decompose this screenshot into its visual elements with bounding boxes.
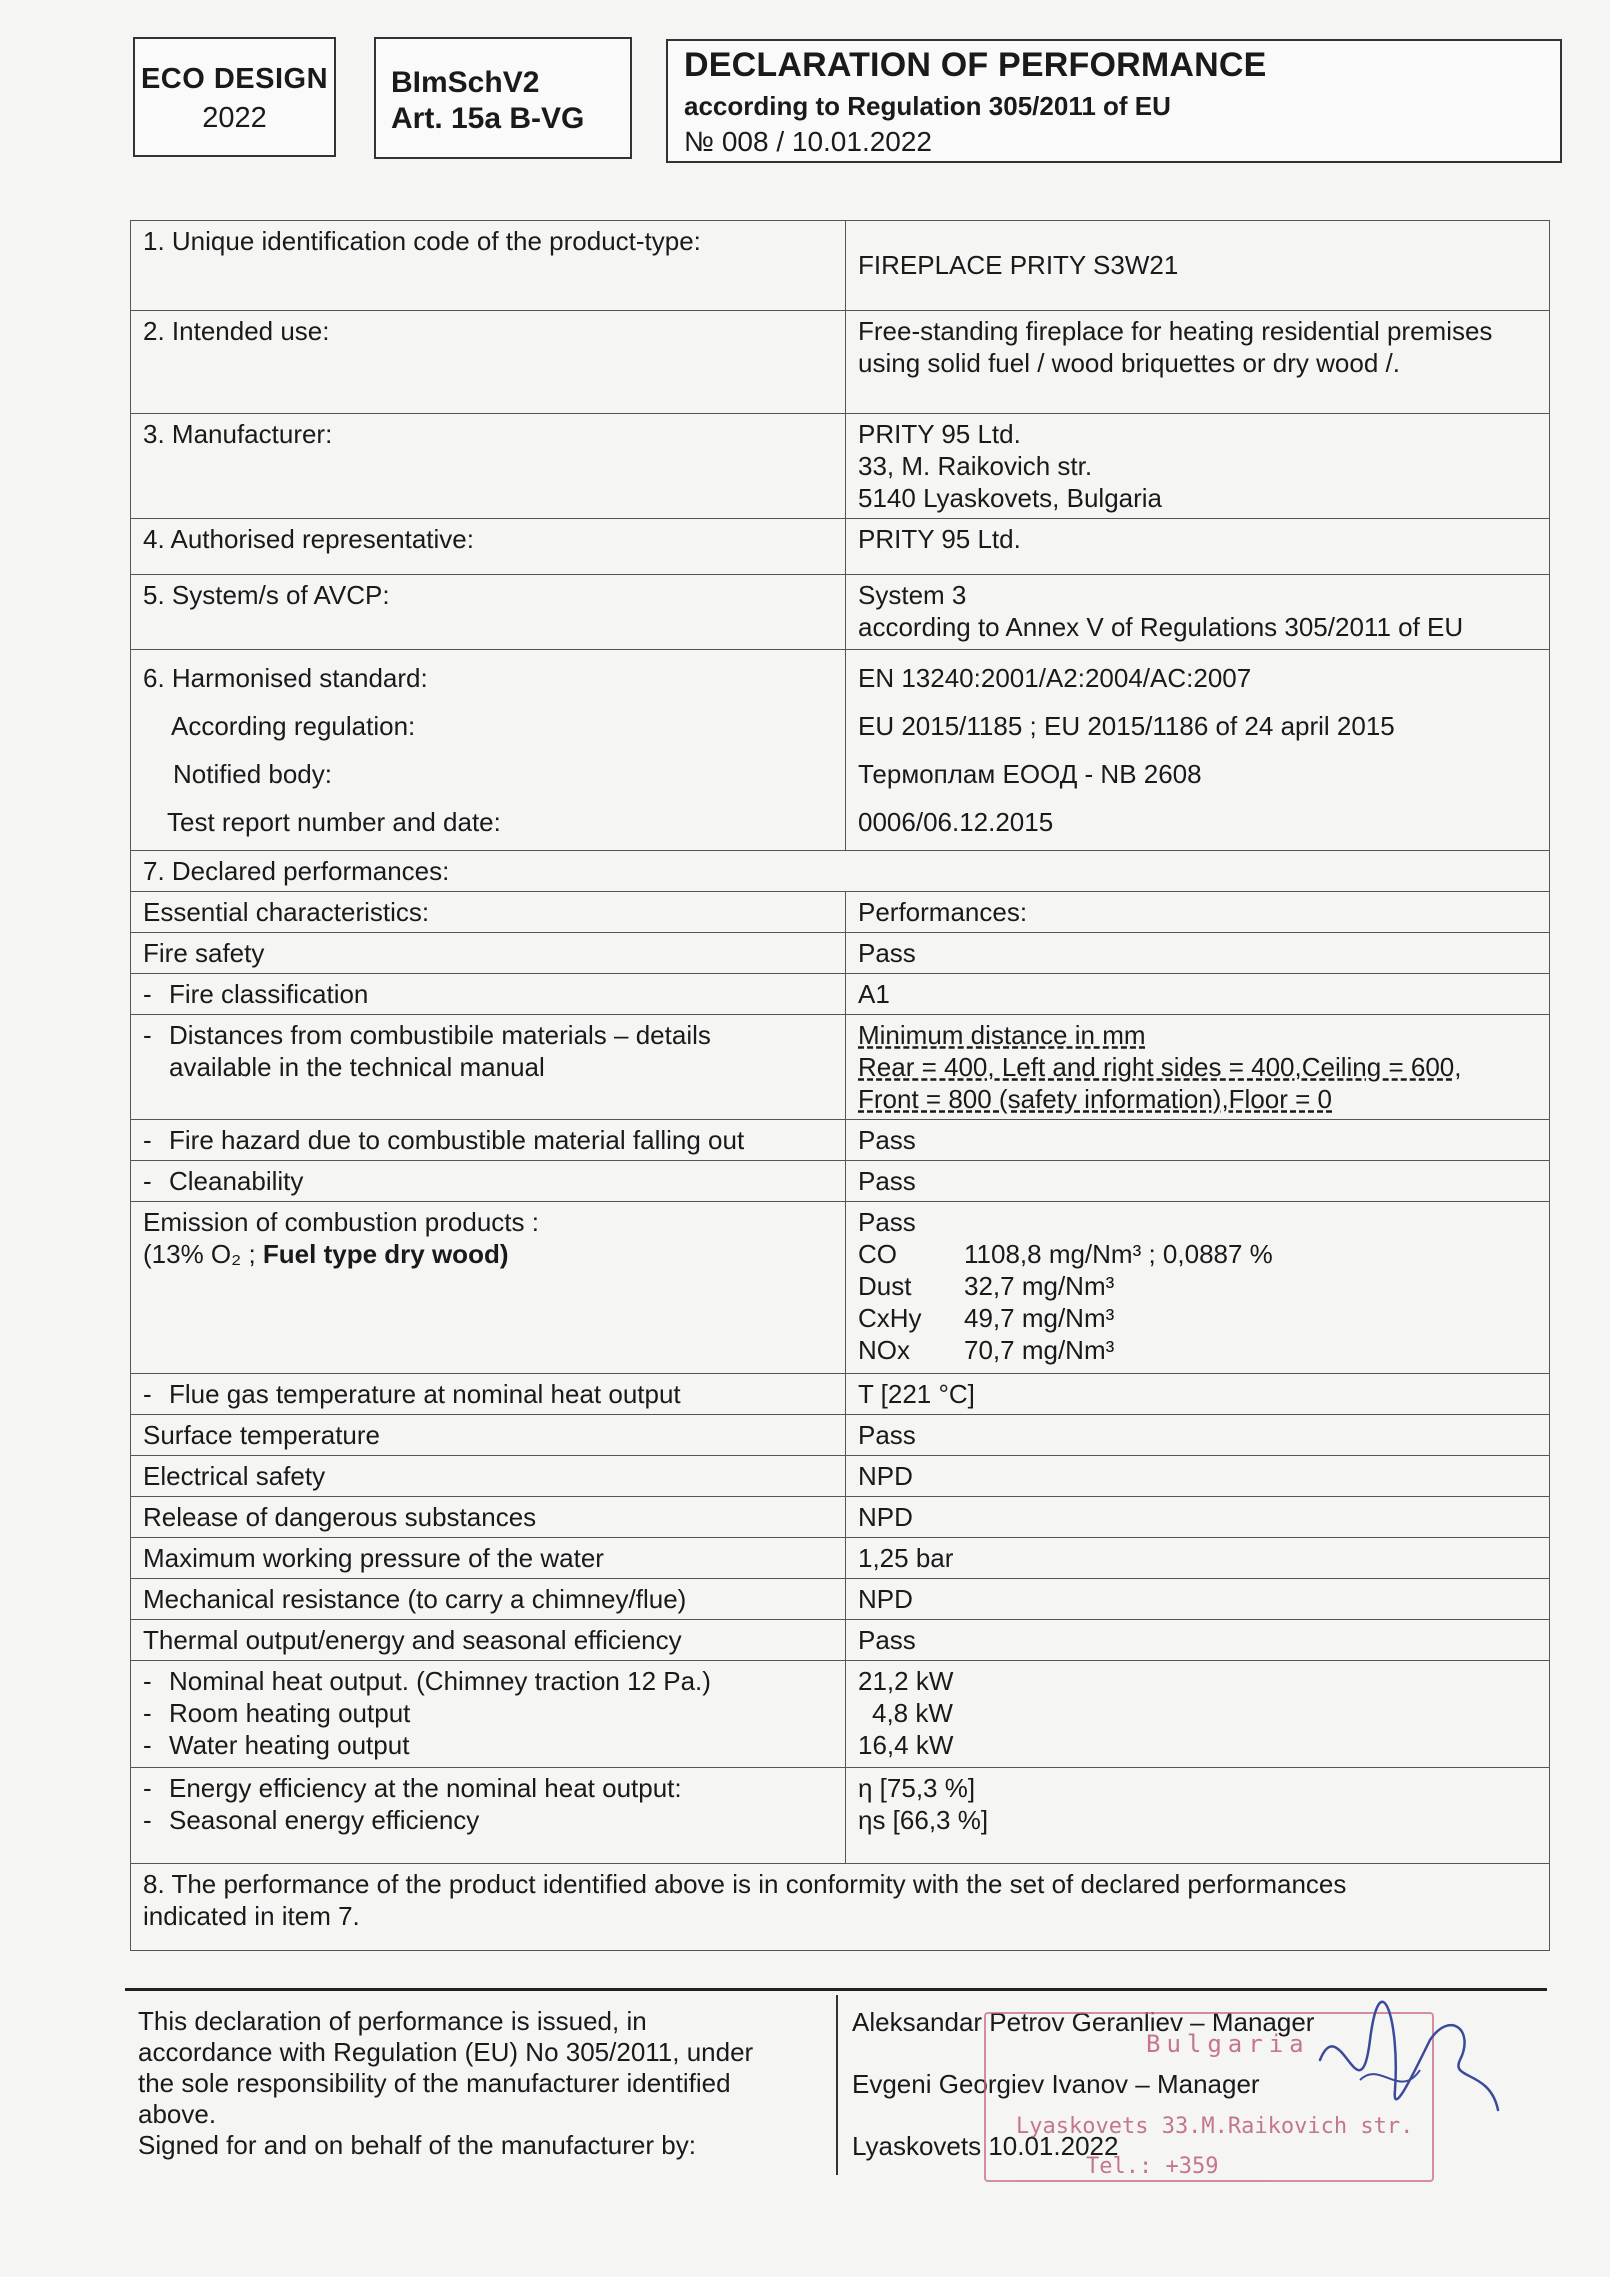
stamp-text: Bulgaria (1146, 2030, 1310, 2058)
perf-label: available in the technical manual (169, 1052, 545, 1082)
row-fire-safety (131, 933, 1550, 974)
item-label: 4. Authorised representative: (143, 524, 474, 554)
item-label: 3. Manufacturer: (143, 419, 333, 449)
perf-value: NPD (858, 1502, 913, 1532)
perf-label: Cleanability (169, 1166, 304, 1196)
perf-label: Fire hazard due to combustible material falling out (169, 1125, 745, 1155)
item-value: using solid fuel / wood briquettes or dry wood /. (858, 348, 1400, 378)
statement-line: Signed for and on behalf of the manufacturer by: (138, 2130, 696, 2160)
distance-values: Rear = 400, Left and right sides = 400,Ceiling = 600, (858, 1052, 1462, 1082)
bimschv-article: Art. 15a B-VG (391, 102, 585, 135)
stamp-text: Tel.: +359 (1086, 2154, 1219, 2179)
row-emission (131, 1202, 1550, 1374)
bimschv-box (374, 37, 632, 159)
item-value: Free-standing fireplace for heating residential premises (858, 316, 1493, 346)
item-value: FIREPLACE PRITY S3W21 (858, 250, 1179, 280)
perf-label: Mechanical resistance (to carry a chimney/flue) (143, 1584, 687, 1614)
perf-value: A1 (858, 979, 890, 1009)
emission-row: CxHy 49,7 mg/Nm³ (858, 1303, 1115, 1333)
perf-value: Pass (858, 1420, 916, 1450)
perf-value: Pass (858, 1166, 916, 1196)
conformity-text: indicated in item 7. (143, 1901, 360, 1931)
perf-value: Pass (858, 1207, 916, 1237)
stamp-text: Lyaskovets 33.M.Raikovich str. (1016, 2114, 1414, 2139)
perf-label: Fire classification (169, 979, 369, 1009)
item-label: 6. Harmonised standard: (143, 663, 428, 693)
row-surface-temperature (131, 1415, 1550, 1456)
row-efficiency: - Energy efficiency at the nominal heat output: - Seasonal energy efficiency η [75,3 %] ηs [66,3 %] (131, 1768, 1550, 1864)
row-perf-head (131, 892, 1550, 933)
row-water-pressure (131, 1538, 1550, 1579)
row-identification (131, 221, 1550, 311)
row-fire-classification: - Fire classification A1 (131, 974, 1550, 1015)
perf-label: Flue gas temperature at nominal heat output (169, 1379, 681, 1409)
value-cell (846, 221, 1550, 311)
water-output-value: 16,4 kW (858, 1730, 954, 1760)
statement-line: accordance with Regulation (EU) No 305/2011, under (138, 2037, 754, 2067)
perf-label: Release of dangerous substances (143, 1502, 537, 1532)
declaration-table (130, 220, 1550, 1951)
perf-label: Emission of combustion products : (143, 1207, 539, 1237)
document-subtitle: according to Regulation 305/2011 of EU (684, 91, 1171, 121)
row-cleanability: - Cleanability Pass (131, 1161, 1550, 1202)
row-flue-temperature: - Flue gas temperature at nominal heat output T [221 °C] (131, 1374, 1550, 1415)
declaration-title-box (666, 39, 1562, 163)
perf-value: NPD (858, 1584, 913, 1614)
nominal-output-value: 21,2 kW (858, 1666, 954, 1696)
sub-label: According regulation: (171, 711, 416, 741)
row-conformity (131, 1864, 1550, 1951)
perf-label: Distances from combustibile materials – details (169, 1020, 711, 1050)
item-label: 1. Unique identification code of the product-type: (143, 226, 701, 256)
fuel-type-label: Fuel type dry wood) (262, 1239, 509, 1269)
energy-efficiency-value: η [75,3 %] (858, 1773, 976, 1803)
seasonal-efficiency-value: ηs [66,3 %] (858, 1805, 989, 1835)
notified-body-value: Термоплам ЕООД - NB 2608 (858, 759, 1202, 789)
room-output-value: 4,8 kW (872, 1698, 953, 1728)
document-number: № 008 / 10.01.2022 (684, 126, 933, 157)
statement-line: the sole responsibility of the manufacturer identified (138, 2068, 731, 2098)
item-value: System 3 (858, 580, 967, 610)
distance-heading: Minimum distance in mm (858, 1020, 1146, 1050)
perf-value: Pass (858, 1625, 916, 1655)
row-heat-outputs: - Nominal heat output. (Chimney traction 12 Pa.) - Room heating output - Water heating output 21,2 kW 4,8 kW 16,4 kW (131, 1661, 1550, 1768)
eco-design-box (133, 37, 336, 157)
conformity-text: 8. The performance of the product identified above is in conformity with the set of declared performances (143, 1869, 1347, 1899)
emission-row: CO 1108,8 mg/Nm³ ; 0,0887 % (858, 1239, 1273, 1269)
row-dangerous-substances (131, 1497, 1550, 1538)
perf-label: Fire safety (143, 938, 265, 968)
row-distances: - Distances from combustibile materials – details available in the technical manual Minimum distance in mm Rear = 400, Left and right sides = 400,Ceiling = 600, Front = 800 (safety information),Floor = 0 (131, 1015, 1550, 1120)
column-header: Performances: (858, 897, 1028, 927)
row-mechanical-resistance (131, 1579, 1550, 1620)
perf-label: Thermal output/energy and seasonal efficiency (143, 1625, 682, 1655)
row-harmonised (131, 650, 1550, 851)
perf-value: T [221 °C] (858, 1379, 975, 1409)
perf-label: Water heating output (169, 1730, 410, 1760)
eco-design-label: ECO DESIGN (140, 63, 329, 95)
perf-value: 1,25 bar (858, 1543, 954, 1573)
manufacturer-city: 5140 Lyaskovets, Bulgaria (858, 483, 1163, 513)
signatory-1: Aleksandar Petrov Geranliev – Manager (852, 2007, 1315, 2037)
row-intended-use (131, 311, 1550, 414)
sub-label: Notified body: (173, 759, 332, 789)
perf-value: Pass (858, 938, 916, 968)
statement-line: This declaration of performance is issued, in (138, 2006, 647, 2036)
document-title: DECLARATION OF PERFORMANCE (684, 46, 1267, 84)
divider (836, 1995, 838, 2175)
row-representative (131, 519, 1550, 575)
section-title: 7. Declared performances: (143, 856, 450, 886)
row-falling-material: - Fire hazard due to combustible material falling out Pass (131, 1120, 1550, 1161)
manufacturer-name: PRITY 95 Ltd. (858, 419, 1021, 449)
column-header: Essential characteristics: (143, 897, 430, 927)
item-label: 5. System/s of AVCP: (143, 580, 390, 610)
perf-label: Energy efficiency at the nominal heat output: (169, 1773, 682, 1803)
perf-label: Room heating output (169, 1698, 411, 1728)
perf-label: Surface temperature (143, 1420, 381, 1450)
sub-label: Test report number and date: (167, 807, 501, 837)
row-avcp (131, 575, 1550, 650)
emission-row: NOx 70,7 mg/Nm³ (858, 1335, 1115, 1365)
item-value: PRITY 95 Ltd. (858, 524, 1021, 554)
row-declared-performances (131, 851, 1550, 892)
perf-label: (13% O₂ ; (143, 1239, 256, 1269)
divider (125, 1988, 1547, 1991)
eco-design-year: 2022 (202, 102, 267, 134)
bimschv-label: BImSchV2 (391, 66, 540, 99)
perf-label: Nominal heat output. (Chimney traction 12 Pa.) (169, 1666, 711, 1696)
item-value: according to Annex V of Regulations 305/2011 of EU (858, 612, 1464, 642)
statement-line: above. (138, 2099, 217, 2129)
perf-label: Seasonal energy efficiency (169, 1805, 480, 1835)
label-cell (131, 221, 846, 311)
row-manufacturer (131, 414, 1550, 519)
test-report-value: 0006/06.12.2015 (858, 807, 1054, 837)
place-date: Lyaskovets 10.01.2022 (852, 2131, 1119, 2161)
row-thermal-output (131, 1620, 1550, 1661)
perf-value: NPD (858, 1461, 913, 1491)
signature (1300, 2000, 1500, 2150)
regulation-value: EU 2015/1185 ; EU 2015/1186 of 24 april 2015 (858, 711, 1395, 741)
emission-row: Dust 32,7 mg/Nm³ (858, 1271, 1115, 1301)
perf-label: Maximum working pressure of the water (143, 1543, 604, 1573)
row-electrical-safety (131, 1456, 1550, 1497)
perf-value: Pass (858, 1125, 916, 1155)
distance-values: Front = 800 (safety information),Floor = 0 (858, 1084, 1332, 1114)
perf-label: Electrical safety (143, 1461, 326, 1491)
standard-value: EN 13240:2001/A2:2004/AC:2007 (858, 663, 1252, 693)
signoff-statement (138, 2006, 838, 2161)
manufacturer-street: 33, M. Raikovich str. (858, 451, 1093, 481)
signatory-2: Evgeni Georgiev Ivanov – Manager (852, 2069, 1260, 2099)
item-label: 2. Intended use: (143, 316, 330, 346)
